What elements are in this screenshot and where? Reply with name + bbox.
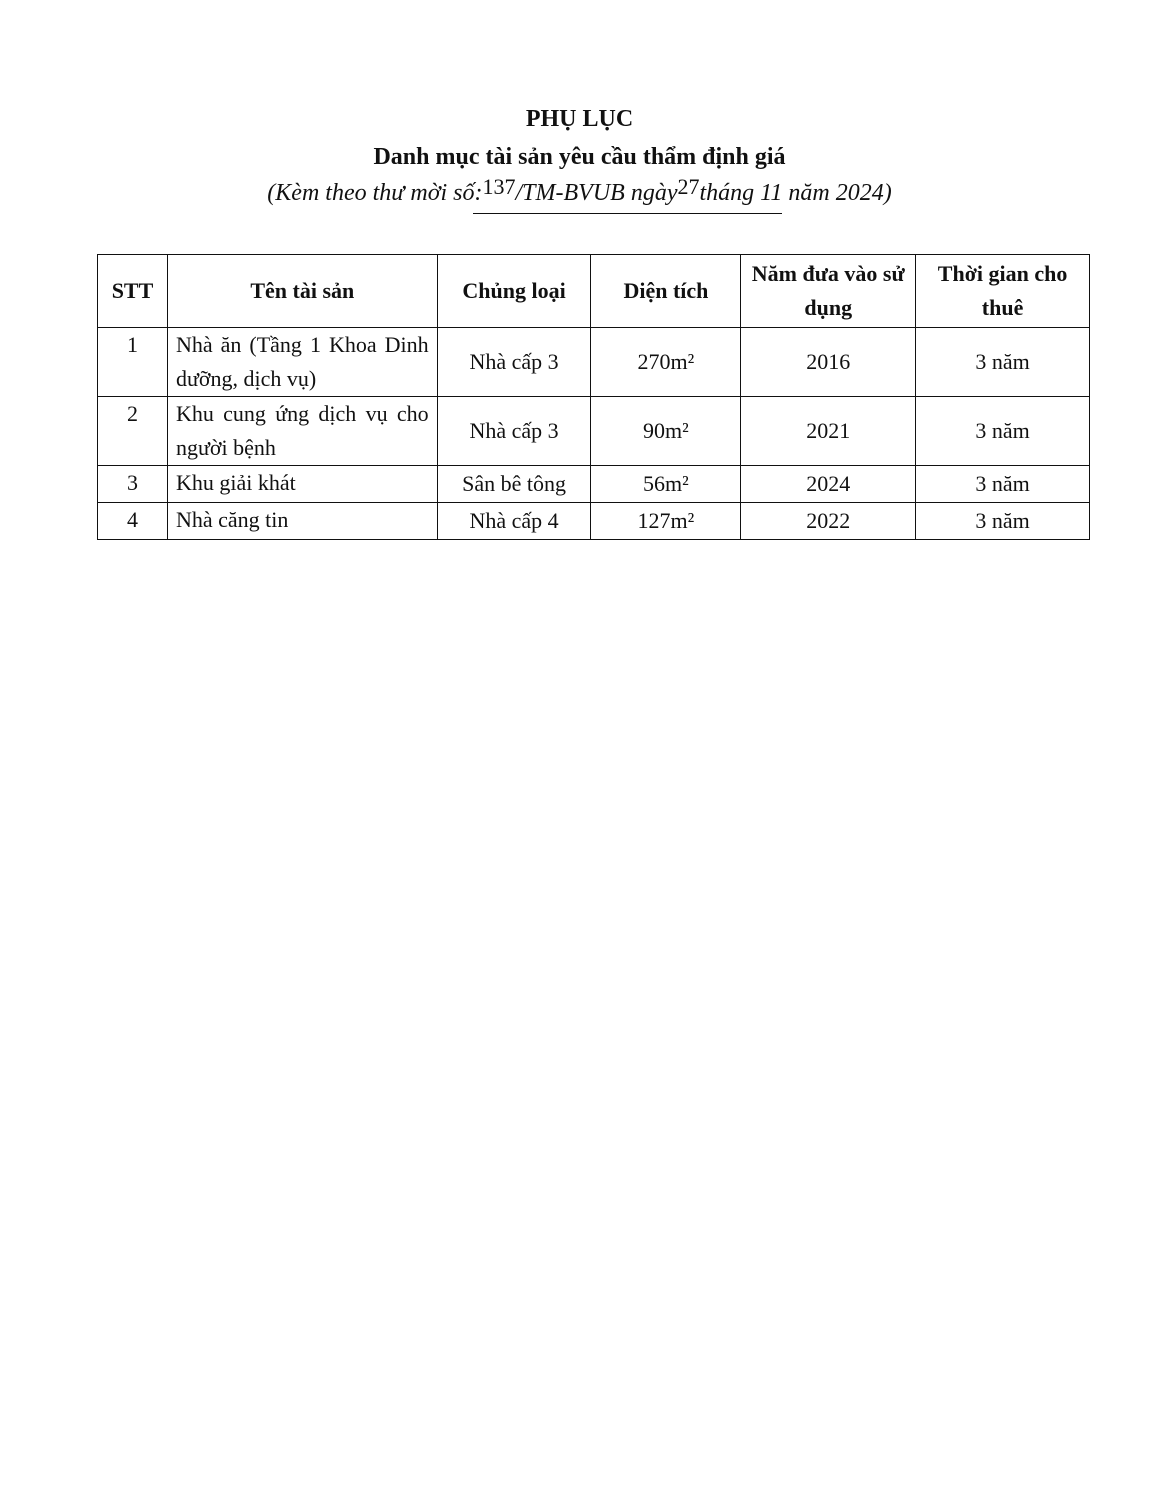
cell-year: 2016 — [741, 328, 916, 397]
cell-name: Nhà ăn (Tầng 1 Khoa Dinh dưỡng, dịch vụ) — [167, 328, 437, 397]
table-header-row — [98, 255, 1090, 328]
reference-line — [0, 174, 1159, 207]
table-row — [98, 503, 1090, 540]
header-year: Năm đưa vào sử dụng — [741, 255, 916, 328]
cell-stt: 3 — [98, 466, 168, 503]
cell-term: 3 năm — [916, 328, 1090, 397]
reference-suffix: /TM-BVUB ngày — [515, 180, 678, 206]
cell-term: 3 năm — [916, 397, 1090, 466]
cell-type: Nhà cấp 4 — [437, 503, 591, 540]
table-row — [98, 466, 1090, 503]
table-row — [98, 397, 1090, 466]
cell-year: 2021 — [741, 397, 916, 466]
cell-year: 2022 — [741, 503, 916, 540]
cell-name: Khu cung ứng dịch vụ cho người bệnh — [167, 397, 437, 466]
cell-stt: 4 — [98, 503, 168, 540]
cell-term: 3 năm — [916, 466, 1090, 503]
cell-type: Nhà cấp 3 — [437, 397, 591, 466]
reference-day: 27 — [677, 174, 700, 199]
cell-area: 56m² — [591, 466, 741, 503]
cell-name: Nhà căng tin — [167, 503, 437, 540]
asset-table — [97, 254, 1090, 540]
header-name: Tên tài sản — [167, 255, 437, 328]
reference-underline — [473, 213, 782, 214]
cell-term: 3 năm — [916, 503, 1090, 540]
header-area: Diện tích — [591, 255, 741, 328]
page-subtitle: Danh mục tài sản yêu cầu thẩm định giá — [373, 144, 786, 170]
page-title: PHỤ LỤC — [525, 106, 634, 132]
reference-open: (Kèm theo thư mời số: — [267, 180, 483, 206]
header-type: Chủng loại — [437, 255, 591, 328]
header-stt: STT — [98, 255, 168, 328]
cell-name: Khu giải khát — [167, 466, 437, 503]
header-term: Thời gian cho thuê — [916, 255, 1090, 328]
cell-year: 2024 — [741, 466, 916, 503]
cell-area: 90m² — [591, 397, 741, 466]
cell-stt: 1 — [98, 328, 168, 397]
cell-stt: 2 — [98, 397, 168, 466]
reference-rest: tháng 11 năm 2024) — [699, 180, 892, 206]
cell-type: Nhà cấp 3 — [437, 328, 591, 397]
reference-number: 137 — [482, 174, 516, 199]
table-row — [98, 328, 1090, 397]
cell-area: 270m² — [591, 328, 741, 397]
cell-area: 127m² — [591, 503, 741, 540]
cell-type: Sân bê tông — [437, 466, 591, 503]
